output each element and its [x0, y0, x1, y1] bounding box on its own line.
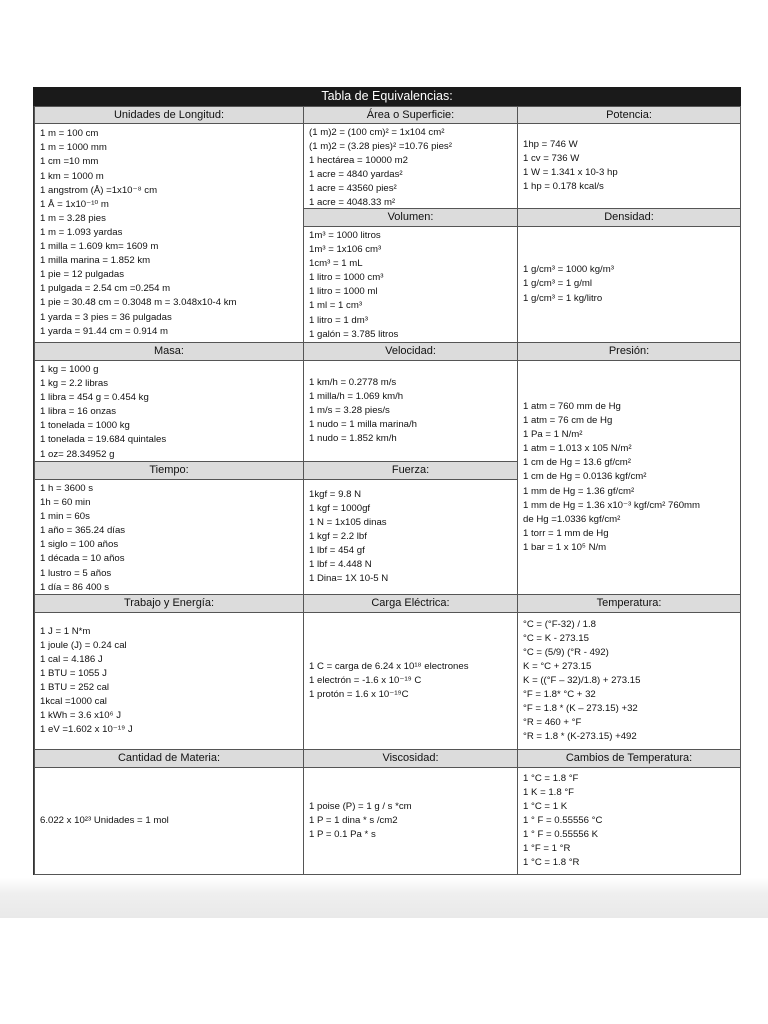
equivalence-line: 1 P = 1 dina * s /cm2 — [309, 814, 398, 826]
equivalence-line: 1 J = 1 N*m — [40, 625, 91, 637]
equivalence-line: 1 libra = 16 onzas — [40, 406, 117, 418]
section-viscosidad — [303, 767, 518, 875]
equivalence-line: 1 año = 365.24 días — [40, 525, 126, 537]
equivalence-line: K = ((°F – 32)/1.8) + 273.15 — [523, 674, 641, 686]
equivalence-line: 1 BTU = 252 cal — [40, 682, 110, 693]
equivalence-line: °C = (5/9) (°R - 492) — [523, 646, 609, 658]
equivalence-line: 1 lustro = 5 años — [40, 567, 112, 579]
equivalence-line: 1 m = 3.28 pies — [40, 212, 106, 224]
section-volumen — [303, 226, 518, 343]
equivalence-line: 1 acre = 4048.33 m² — [309, 197, 396, 209]
equivalence-line: 1kgf = 9.8 N — [309, 488, 361, 500]
equivalence-line: 1 día = 86 400 s — [40, 581, 110, 593]
section-densidad — [517, 226, 741, 343]
equivalence-line: 1 kgf = 2.2 lbf — [309, 530, 367, 542]
equivalence-line: 1 BTU = 1055 J — [40, 667, 107, 679]
equivalence-line: 1 acre = 43560 pies² — [309, 183, 397, 195]
header-trabajo: Trabajo y Energía: — [34, 594, 304, 613]
equivalence-line: 1 kWh = 3.6 x10⁶ J — [40, 710, 122, 722]
header-tiempo: Tiempo: — [34, 461, 304, 480]
equivalence-line: 1 milla = 1.609 km= 1609 m — [40, 241, 159, 253]
equivalence-line: 1 N = 1x105 dinas — [309, 516, 387, 528]
equivalence-line: 1 yarda = 3 pies = 36 pulgadas — [40, 311, 172, 323]
equivalence-line: 1 milla/h = 1.069 km/h — [309, 390, 404, 402]
header-longitud: Unidades de Longitud: — [34, 106, 304, 124]
equivalence-line: 1 K = 1.8 °F — [523, 786, 575, 798]
equivalence-line: °F = 1.8* °C + 32 — [523, 689, 596, 701]
header-volumen: Volumen: — [303, 208, 518, 227]
equivalence-line: 1 g/cm³ = 1 kg/litro — [523, 292, 603, 304]
equivalence-line: 1 m = 100 cm — [40, 128, 99, 140]
equivalence-line: 1 Dina= 1X 10-5 N — [309, 573, 389, 585]
equivalence-line: 1 °C = 1 K — [523, 800, 568, 812]
section-area — [303, 123, 518, 209]
equivalence-line: 1 cv = 736 W — [523, 152, 580, 164]
equivalence-line: (1 m)2 = (3.28 pies)² =10.76 pies² — [309, 141, 452, 153]
equivalence-line: 1 tonelada = 19.684 quintales — [40, 434, 167, 446]
equivalence-line: 1cm³ = 1 mL — [309, 258, 363, 270]
equivalence-line: 1 min = 60s — [40, 511, 90, 523]
equivalence-line: 1 cm =10 mm — [40, 156, 99, 168]
equivalence-line: 1 atm = 1.013 x 105 N/m² — [523, 443, 632, 455]
header-temperatura: Temperatura: — [517, 594, 741, 613]
equivalence-line: 1 siglo = 100 años — [40, 539, 119, 551]
equivalence-line: 1 atm = 760 mm de Hg — [523, 400, 621, 412]
equivalence-line: 1 lbf = 454 gf — [309, 545, 365, 557]
header-area: Área o Superficie: — [303, 106, 518, 124]
equivalence-line: 1 g/cm³ = 1000 kg/m³ — [523, 264, 614, 276]
equivalence-line: 1 h = 3600 s — [40, 483, 94, 494]
equivalence-line: 1 kgf = 1000gf — [309, 502, 371, 514]
equivalence-line: 1 poise (P) = 1 g / s *cm — [309, 800, 412, 812]
section-cambios — [517, 767, 741, 875]
equivalence-line: °C = (°F-32) / 1.8 — [523, 618, 596, 630]
equivalence-line: 1 ° F = 0.55556 °C — [523, 814, 603, 826]
equivalence-line: 1 torr = 1 mm de Hg — [523, 527, 609, 539]
equivalence-table — [33, 87, 741, 875]
equivalence-line: 1kcal =1000 cal — [40, 696, 107, 708]
section-carga — [303, 612, 518, 750]
equivalence-line: 1 acre = 4840 yardas² — [309, 169, 403, 181]
equivalence-line: 1 cal = 4.186 J — [40, 653, 103, 665]
equivalence-line: 1 °C = 1.8 °R — [523, 857, 580, 869]
equivalence-line: 1 milla marina = 1.852 km — [40, 255, 151, 267]
header-cambios: Cambios de Temperatura: — [517, 749, 741, 768]
header-fuerza: Fuerza: — [303, 461, 518, 480]
equivalence-line: 6.022 x 10²³ Unidades = 1 mol — [40, 814, 169, 826]
equivalence-line: 1h = 60 min — [40, 497, 91, 509]
section-cantidad — [34, 767, 304, 875]
section-fuerza — [303, 479, 518, 595]
equivalence-line: °F = 1.8 * (K – 273.15) +32 — [523, 703, 638, 715]
equivalence-line: 1 nudo = 1 milla marina/h — [309, 419, 417, 431]
equivalence-line: 1 década = 10 años — [40, 553, 125, 565]
equivalence-line: 1 tonelada = 1000 kg — [40, 420, 130, 432]
equivalence-line: °C = K - 273.15 — [523, 632, 589, 644]
section-masa — [34, 360, 304, 462]
section-presion — [517, 360, 741, 595]
equivalence-line: 1 cm de Hg = 13.6 gf/cm² — [523, 457, 631, 469]
equivalence-line: 1 °C = 1.8 °F — [523, 772, 579, 784]
equivalence-line: de Hg =1.0336 kgf/cm² — [523, 513, 621, 525]
header-viscosidad: Viscosidad: — [303, 749, 518, 768]
equivalence-line: 1 g/cm³ = 1 g/ml — [523, 278, 593, 290]
equivalence-line: K = °C + 273.15 — [523, 660, 592, 672]
equivalence-line: 1 litro = 1 dm³ — [309, 314, 368, 326]
equivalence-line: 1 mm de Hg = 1.36 gf/cm² — [523, 485, 635, 497]
equivalence-line: 1 hectárea = 10000 m2 — [309, 155, 408, 167]
equivalence-line: 1 bar = 1 x 10⁵ N/m — [523, 541, 607, 553]
equivalence-line: 1 km/h = 0.2778 m/s — [309, 376, 397, 388]
equivalence-line: 1 joule (J) = 0.24 cal — [40, 639, 127, 651]
equivalence-line: 1 galón = 3.785 litros — [309, 328, 399, 340]
equivalence-line: 1 m = 1.093 yardas — [40, 226, 123, 238]
equivalence-line: 1 electrón = -1.6 x 10⁻¹⁹ C — [309, 674, 422, 686]
equivalence-line: 1 cm de Hg = 0.0136 kgf/cm² — [523, 471, 647, 483]
equivalence-line: 1 m = 1000 mm — [40, 142, 107, 154]
equivalence-line: 1 yarda = 91.44 cm = 0.914 m — [40, 325, 168, 337]
equivalence-line: 1 W = 1.341 x 10-3 hp — [523, 167, 618, 178]
equivalence-line: 1 kg = 2.2 libras — [40, 378, 108, 390]
equivalence-line: 1 litro = 1000 cm³ — [309, 272, 384, 284]
section-trabajo — [34, 612, 304, 750]
equivalence-line: 1 angstrom (Å) =1x10⁻⁸ cm — [40, 184, 158, 196]
equivalence-line: (1 m)2 = (100 cm)² = 1x104 cm² — [309, 127, 445, 138]
equivalence-line: 1 pulgada = 2.54 cm =0.254 m — [40, 283, 171, 295]
equivalence-line: 1 lbf = 4.448 N — [309, 559, 372, 571]
header-densidad: Densidad: — [517, 208, 741, 227]
header-carga: Carga Eléctrica: — [303, 594, 518, 613]
equivalence-line: 1 ml = 1 cm³ — [309, 300, 363, 312]
equivalence-line: 1m³ = 1x106 cm³ — [309, 244, 382, 256]
header-potencia: Potencia: — [517, 106, 741, 124]
section-velocidad — [303, 360, 518, 462]
equivalence-line: 1 ° F = 0.55556 K — [523, 829, 599, 841]
equivalence-line: 1 eV =1.602 x 10⁻¹⁹ J — [40, 724, 133, 736]
equivalence-line: 1 km = 1000 m — [40, 170, 104, 182]
equivalence-line: 1 Å = 1x10⁻¹⁰ m — [40, 198, 109, 210]
equivalence-line: 1 kg = 1000 g — [40, 364, 99, 375]
equivalence-line: 1 nudo = 1.852 km/h — [309, 433, 397, 445]
header-velocidad: Velocidad: — [303, 342, 518, 361]
section-longitud — [34, 123, 304, 343]
equivalence-line: 1 atm = 76 cm de Hg — [523, 415, 613, 427]
equivalence-line: 1 litro = 1000 ml — [309, 286, 378, 298]
equivalence-line: 1 libra = 454 g = 0.454 kg — [40, 392, 149, 404]
section-potencia — [517, 123, 741, 209]
equivalence-line: 1 oz= 28.34952 g — [40, 448, 115, 460]
equivalence-line: 1 P = 0.1 Pa * s — [309, 829, 376, 841]
equivalence-line: °R = 460 + °F — [523, 717, 582, 729]
equivalence-line: 1 m/s = 3.28 pies/s — [309, 404, 390, 416]
table-title: Tabla de Equivalencias: — [33, 87, 741, 106]
header-masa: Masa: — [34, 342, 304, 361]
equivalence-line: 1hp = 746 W — [523, 138, 578, 150]
section-tiempo — [34, 479, 304, 595]
equivalence-line: 1 mm de Hg = 1.36 x10⁻³ kgf/cm² 760mm — [523, 499, 701, 511]
equivalence-line: 1 hp = 0.178 kcal/s — [523, 181, 604, 193]
page-bottom-shadow — [0, 878, 768, 918]
equivalence-line: 1 protón = 1.6 x 10⁻¹⁹C — [309, 689, 409, 701]
equivalence-line: 1 °F = 1 °R — [523, 843, 571, 855]
equivalence-line: 1 C = carga de 6.24 x 10¹⁸ electrones — [309, 660, 469, 672]
equivalence-line: 1 pie = 12 pulgadas — [40, 269, 125, 281]
equivalence-line: 1 Pa = 1 N/m² — [523, 429, 583, 441]
equivalence-line: °R = 1.8 * (K-273.15) +492 — [523, 731, 637, 743]
section-temperatura — [517, 612, 741, 750]
equivalence-line: 1m³ = 1000 litros — [309, 230, 381, 241]
header-presion: Presión: — [517, 342, 741, 361]
equivalence-line: 1 pie = 30.48 cm = 0.3048 m = 3.048x10-4 km — [40, 297, 237, 309]
header-cantidad: Cantidad de Materia: — [34, 749, 304, 768]
